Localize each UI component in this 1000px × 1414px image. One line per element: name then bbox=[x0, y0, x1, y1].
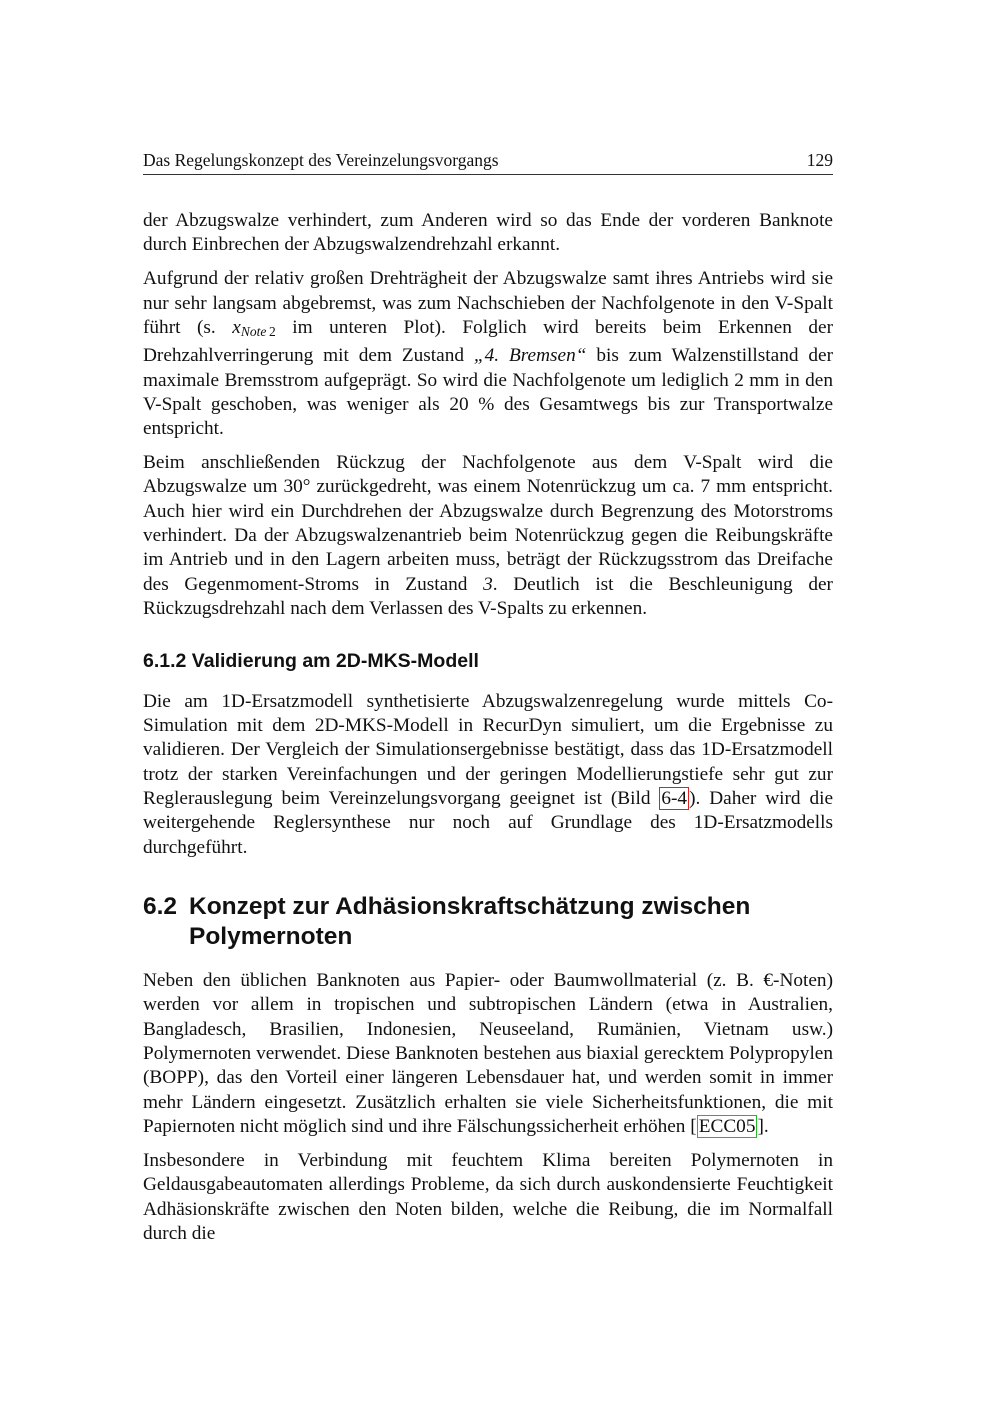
math-subscript-number: 2 bbox=[269, 323, 276, 339]
section-heading-6-1-2: 6.1.2 Validierung am 2D-MKS-Modell bbox=[143, 649, 479, 672]
page-number: 129 bbox=[806, 150, 833, 170]
paragraph-4-text-a: Die am 1D-Ersatzmodell synthetisierte Abzugswalzenregelung wurde mittels Co-Simulation mit dem 2D-MKS-Modell in RecurDyn simuliert, um die Ergebnisse zu validieren. Der Vergleich der Simulationsergebnisse bestätigt, dass das 1D-Ersatzmodell trotz der starken Vereinfachungen und der geringen Modellierungstiefe sehr gut zur Reglerauslegung beim Vereinzelungsvorgang geeignet ist (Bild bbox=[143, 690, 833, 809]
page-body bbox=[143, 209, 833, 1256]
section-title: Konzept zur Adhäsionskraftschätzung zwischen Polymernoten bbox=[189, 892, 751, 950]
paragraph-6: Insbesondere in Verbindung mit feuchtem Klima bereiten Polymernoten in Geldausgabeautomaten allerdings Probleme, da sich durch auskondensierte Feuchtigkeit Adhäsionskräfte zwischen den Noten bilden, welche die Reibung, die im Normalfall durch die bbox=[143, 1149, 833, 1244]
section-number: 6.2 bbox=[143, 892, 178, 920]
math-subscript-text: Note bbox=[240, 323, 267, 339]
paragraph-5-text-a: Neben den üblichen Banknoten aus Papier- oder Baumwollmaterial (z. B. €-Noten) werden vor allem in tropischen und subtropischen Ländern (etwa in Australien, Bangladesch, Brasilien, Indonesien, Neuseeland, Rumänien, Vietnam usw.) Polymernoten verwendet. Diese Banknoten bestehen aus biaxial gerecktem Polypropylen (BOPP), das den Vorteil einer längeren Lebensdauer hat, und werden somit in immer mehr Ländern eingesetzt. Zusätzlich erhalten sie viele Sicherheitsfunktionen, die mit Papiernoten nicht möglich sind und ihre Fälschungssicherheit erhöhen [ bbox=[143, 969, 833, 1137]
paragraph-2-text-c: bis zum Walzenstillstand der maximale Bremsstrom aufgeprägt. So wird die Nachfolgenote um lediglich 2 mm in den V-Spalt geschoben, was weniger als 20 % des Gesamtwegs bis zur Transportwalze entspricht. bbox=[143, 345, 833, 440]
figure-reference-link[interactable]: 6-4 bbox=[661, 787, 688, 809]
running-header bbox=[143, 148, 833, 175]
paragraph-3-text-a: Beim anschließenden Rückzug der Nachfolgenote aus dem V-Spalt wird die Abzugswalze um 30° zurückgedreht, was einem Notenrückzug um ca. 7 mm entspricht. Auch hier wird ein Durchdrehen der Abzugswalze durch Begrenzung des Motorstroms verhindert. Da der Abzugswalzenantrieb beim Notenrückzug gegen die Reibungskräfte im Antrieb und in den Lagern arbeiten muss, beträgt der Rückzugsstrom das Dreifache des Gegenmoment-Stroms in Zustand bbox=[143, 452, 833, 595]
citation-link[interactable]: ECC05 bbox=[698, 1115, 756, 1137]
running-header-title: Das Regelungskonzept des Vereinzelungsvorgangs bbox=[143, 150, 499, 170]
paragraph-5-text-b: ]. bbox=[757, 1115, 769, 1137]
section-heading-6-2 bbox=[143, 892, 833, 952]
paragraph-2-text-a: Aufgrund der relativ großen Drehträgheit der Abzugswalze samt ihres Antriebs wird sie nur sehr langsam abgebremst, was zum Nachschieben der Nachfolgenote in den V-Spalt führt (s. bbox=[143, 268, 833, 338]
paragraph-3 bbox=[143, 451, 833, 621]
math-variable: x bbox=[232, 316, 241, 338]
paragraph-1: der Abzugswalze verhindert, zum Anderen wird so das Ende der vorderen Banknote durch Einbrechen der Abzugswalzendrehzahl erkannt. bbox=[143, 210, 833, 256]
state-label-bremsen: „4. Bremsen“ bbox=[473, 345, 587, 367]
paragraph-4-text-b: ). Daher wird die weitergehende Reglersynthese nur noch auf Grundlage des 1D-Ersatzmodells durchgeführt. bbox=[143, 787, 834, 858]
state-label-3: 3 bbox=[483, 573, 493, 595]
paragraph-5 bbox=[143, 969, 833, 1139]
math-subscript bbox=[241, 324, 276, 339]
paragraph-2-text-b: im unteren Plot). Folglich wird bereits beim Erkennen der Drehzahlverringerung mit dem Zustand bbox=[143, 316, 833, 367]
paragraph-2 bbox=[143, 267, 833, 441]
paragraph-4 bbox=[143, 690, 833, 860]
paragraph-3-text-b: . Deutlich ist die Beschleunigung der Rückzugsdrehzahl nach dem Verlassen des V-Spalts zu erkennen. bbox=[143, 573, 833, 620]
